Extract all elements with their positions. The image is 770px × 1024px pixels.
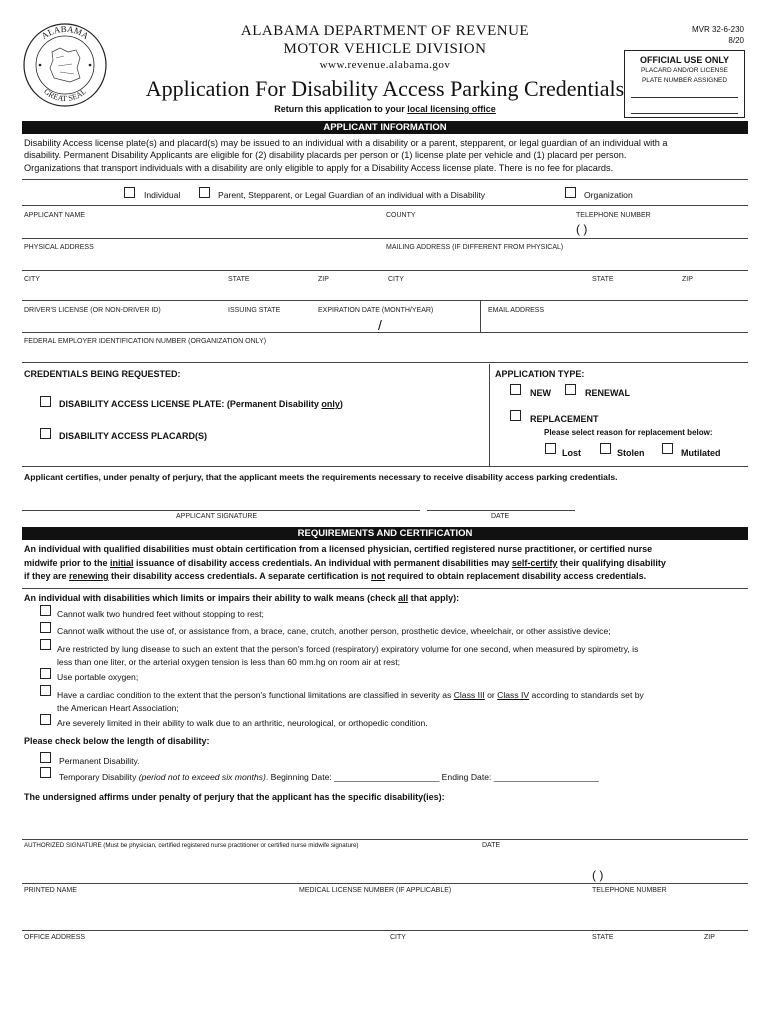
parent-guardian-label: Parent, Stepparent, or Legal Guardian of an individual with a Disability — [218, 190, 486, 200]
expiration-date-label: EXPIRATION DATE (MONTH/YEAR) — [318, 307, 434, 314]
printed-name-label: PRINTED NAME — [24, 887, 77, 894]
drivers-license-label: DRIVER'S LICENSE (OR NON-DRIVER ID) — [24, 307, 161, 314]
temporary-disability-checkbox[interactable] — [40, 767, 51, 778]
applicant-signature-label: APPLICANT SIGNATURE — [176, 513, 258, 520]
applicant-intro: Disability Access license plate(s) and placard(s) may be issued to an individual with a disability or a parent, stepparent, or legal guardian of an individual with a disability. Permanent Disability Applicants are eligible for (2) disability placards per person or (1) license plate per vehicle and (1) placard per person. Organizations that transport individuals with a disability are only eligible to apply for a Disability Access license plate. There is no fee for placards. — [24, 138, 668, 173]
renewal-checkbox[interactable] — [565, 384, 576, 395]
office-city-label: CITY — [390, 934, 406, 941]
applicant-certification-text: Applicant certifies, under penalty of perjury, that the applicant meets the requirements necessary to receive disability access parking credentials. — [24, 472, 618, 482]
condition-walk-200ft-checkbox[interactable] — [40, 605, 51, 616]
requirements-paragraph: An individual with qualified disabilities must obtain certification from a licensed physician, certified registered nurse practitioner, or certified nurse midwife prior to the initial issuance of disability access credentials. An individual with permanent disabilities may self-certify their qualifying disability if they are renewing their disability access credentials. A separate certification is not required to obtain replacement disability access credentials. — [24, 544, 666, 581]
condition-lung-disease-checkbox[interactable] — [40, 639, 51, 650]
email-address-label: EMAIL ADDRESS — [488, 307, 545, 314]
applicant-signature-line[interactable] — [22, 510, 420, 511]
certifier-telephone-label: TELEPHONE NUMBER — [592, 887, 667, 894]
mutilated-checkbox[interactable] — [662, 443, 673, 454]
physical-address-label: PHYSICAL ADDRESS — [24, 244, 94, 251]
replacement-reason-prompt: Please select reason for replacement below: — [544, 428, 713, 437]
new-label: NEW — [530, 388, 551, 398]
replacement-checkbox[interactable] — [510, 410, 521, 421]
condition-assistive-device-checkbox[interactable] — [40, 622, 51, 633]
certifier-telephone-input[interactable]: ( ) — [592, 868, 604, 882]
condition-portable-oxygen-label: Use portable oxygen; — [57, 672, 139, 682]
office-zip-label: ZIP — [704, 934, 715, 941]
requirements-bar: REQUIREMENTS AND CERTIFICATION — [22, 527, 748, 540]
credentials-heading: CREDENTIALS BEING REQUESTED: — [24, 369, 181, 379]
department-name: ALABAMA DEPARTMENT OF REVENUE — [240, 23, 530, 39]
condition-arthritic-checkbox[interactable] — [40, 714, 51, 725]
telephone-input[interactable]: ( ) — [576, 222, 588, 236]
condition-lung-disease-label: Are restricted by lung disease to such an extent that the person's forced (respiratory) expiratory volume for one second, when measured by spirometry, is less than one liter, or the arterial oxygen tension is less than 60 mm.hg on room air at rest; — [57, 644, 639, 667]
stolen-label: Stolen — [617, 448, 645, 458]
expiration-date-slash: / — [378, 317, 382, 333]
city-label: CITY — [24, 276, 40, 283]
issuing-state-label: ISSUING STATE — [228, 307, 281, 314]
county-label: COUNTY — [386, 212, 416, 219]
condition-arthritic-label: Are severely limited in their ability to walk due to an arthritic, neurological, or orthopedic condition. — [57, 718, 428, 728]
seal-bottom-text: GREAT SEAL — [42, 86, 88, 104]
applicant-information-bar: APPLICANT INFORMATION — [22, 121, 748, 134]
mailing-address-label: MAILING ADDRESS (IF DIFFERENT FROM PHYSICAL) — [386, 244, 564, 251]
authorized-signature-line[interactable] — [22, 839, 748, 840]
mutilated-label: Mutilated — [681, 448, 721, 458]
official-use-box: OFFICIAL USE ONLY PLACARD AND/OR LICENSE PLATE NUMBER ASSIGNED — [624, 50, 745, 118]
zip-label: ZIP — [318, 276, 329, 283]
condition-cardiac-label: Have a cardiac condition to the extent that the person's functional limitations are classified in severity as Class III or Class IV according to standards set by the American Heart Association; — [57, 690, 644, 713]
replacement-label: REPLACEMENT — [530, 414, 599, 424]
parent-guardian-checkbox[interactable] — [199, 187, 210, 198]
application-type-heading: APPLICATION TYPE: — [495, 369, 585, 379]
organization-checkbox[interactable] — [565, 187, 576, 198]
office-state-label: STATE — [592, 934, 614, 941]
applicant-date-label: DATE — [491, 513, 510, 520]
permanent-disability-label: Permanent Disability. — [59, 756, 140, 766]
disability-length-heading: Please check below the length of disability: — [24, 736, 210, 746]
renewal-label: RENEWAL — [585, 388, 630, 398]
condition-cardiac-checkbox[interactable] — [40, 685, 51, 696]
office-address-label: OFFICE ADDRESS — [24, 934, 86, 941]
mailing-city-label: CITY — [388, 276, 404, 283]
license-plate-checkbox[interactable] — [40, 396, 51, 407]
permanent-disability-checkbox[interactable] — [40, 752, 51, 763]
form-number: MVR 32-6-230 8/20 — [691, 25, 744, 45]
applicant-date-line[interactable] — [427, 510, 575, 511]
walking-limits-heading: An individual with disabilities which limits or impairs their ability to walk means (check all that apply): — [24, 593, 460, 603]
division-name: MOTOR VEHICLE DIVISION — [283, 41, 487, 57]
stolen-checkbox[interactable] — [600, 443, 611, 454]
mailing-state-label: STATE — [592, 276, 614, 283]
condition-assistive-device-label: Cannot walk without the use of, or assistance from, a brace, cane, crutch, another person, prosthetic device, wheelchair, or other assistive device; — [57, 626, 611, 636]
affirmation-text: The undersigned affirms under penalty of perjury that the applicant has the specific disability(ies): — [24, 792, 445, 802]
individual-label: Individual — [144, 190, 181, 200]
return-instruction: Return this application to your local licensing office — [274, 104, 496, 114]
temporary-disability-label: Temporary Disability (period not to exceed six months). Beginning Date: ______________________ Ending Date: ______________________ — [59, 772, 599, 782]
placard-label: DISABILITY ACCESS PLACARD(S) — [59, 431, 208, 441]
lost-checkbox[interactable] — [545, 443, 556, 454]
seal-top-text: ALABAMA — [39, 23, 91, 42]
condition-walk-200ft-label: Cannot walk two hundred feet without stopping to rest; — [57, 609, 264, 619]
placard-checkbox[interactable] — [40, 428, 51, 439]
medical-license-label: MEDICAL LICENSE NUMBER (IF APPLICABLE) — [299, 887, 452, 894]
page-title: Application For Disability Access Parking Credentials — [145, 76, 625, 101]
condition-portable-oxygen-checkbox[interactable] — [40, 668, 51, 679]
license-plate-label: DISABILITY ACCESS LICENSE PLATE: (Permanent Disability only) — [59, 399, 343, 409]
organization-label: Organization — [584, 190, 633, 200]
new-checkbox[interactable] — [510, 384, 521, 395]
individual-checkbox[interactable] — [124, 187, 135, 198]
website-link[interactable]: www.revenue.alabama.gov — [319, 59, 451, 71]
fein-label: FEDERAL EMPLOYER IDENTIFICATION NUMBER (ORGANIZATION ONLY) — [24, 338, 267, 345]
telephone-label: TELEPHONE NUMBER — [576, 212, 651, 219]
applicant-name-label: APPLICANT NAME — [24, 212, 85, 219]
state-label: STATE — [228, 276, 250, 283]
lost-label: Lost — [562, 448, 581, 458]
mailing-zip-label: ZIP — [682, 276, 693, 283]
certifier-date-label: DATE — [482, 842, 501, 849]
authorized-signature-label: AUTHORIZED SIGNATURE (Must be physician, certified registered nurse practitioner or certified nurse midwife signature) — [24, 842, 359, 849]
